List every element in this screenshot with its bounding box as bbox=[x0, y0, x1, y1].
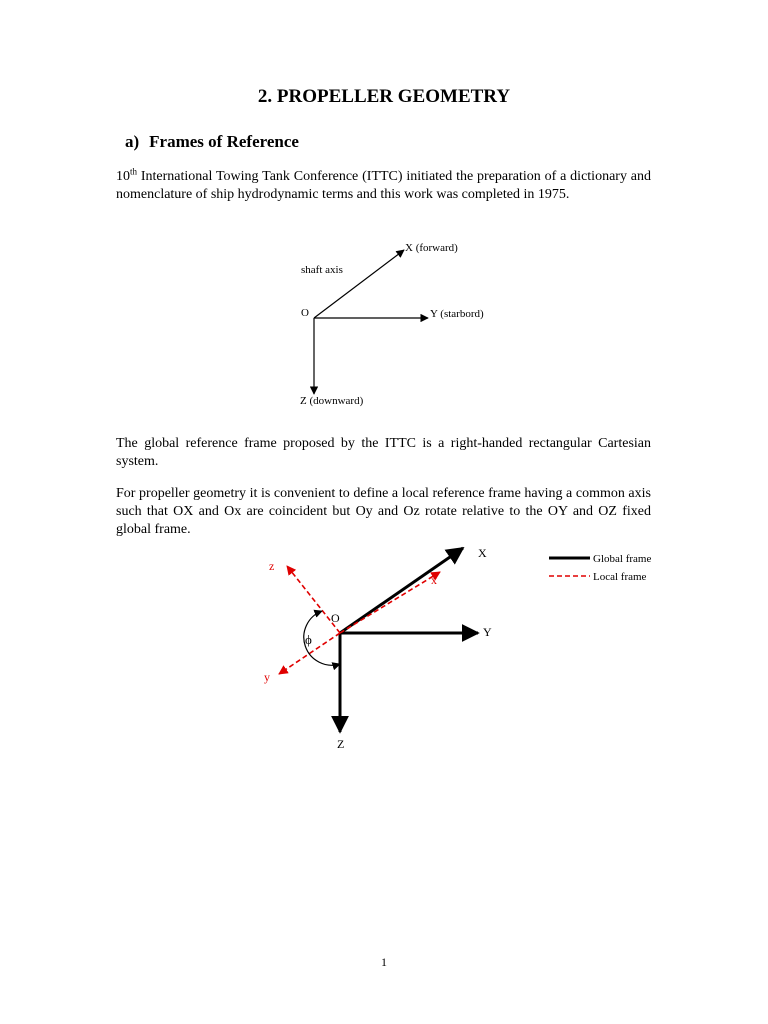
global-z-label: Z bbox=[337, 737, 345, 751]
global-axes-diagram bbox=[0, 236, 768, 416]
local-y-label: y bbox=[264, 670, 270, 684]
page-title: 2. PROPELLER GEOMETRY bbox=[257, 86, 511, 107]
legend-local-label: Local frame bbox=[593, 571, 647, 583]
ordinal-suffix: th bbox=[130, 166, 138, 177]
paragraph-local-frame: For propeller geometry it is convenient to define a local reference frame having a common axis such that OX and Ox are coincident but Oy and Oz rotate relative to the OY and OZ fixed global frame. bbox=[116, 486, 651, 537]
local-frame-diagram bbox=[0, 540, 768, 760]
paragraph-ittc bbox=[116, 168, 651, 204]
x-forward-label: X (forward) bbox=[405, 242, 458, 254]
global-y-label: Y bbox=[483, 625, 492, 639]
shaft-axis-label: shaft axis bbox=[301, 264, 343, 276]
local-x-axis bbox=[340, 572, 440, 633]
legend-global-label: Global frame bbox=[593, 553, 652, 565]
origin-label: O bbox=[331, 611, 340, 625]
paragraph-ittc-text: International Towing Tank Conference (ITTC) initiated the preparation of a dictionary and nomenclature of ship hydrodynamic terms and this work was completed in 1975. bbox=[116, 169, 651, 202]
paragraph-global-frame: The global reference frame proposed by the ITTC is a right-handed rectangular Cartesian system. bbox=[116, 436, 651, 469]
page-number: 1 bbox=[381, 955, 387, 969]
section-heading-text: Frames of Reference bbox=[149, 132, 299, 151]
phi-label: ϕ bbox=[305, 632, 312, 647]
x-forward-axis bbox=[314, 250, 404, 318]
z-downward-label: Z (downward) bbox=[300, 395, 364, 407]
local-x-label: x bbox=[431, 573, 437, 587]
ordinal-number: 10 bbox=[116, 169, 130, 184]
legend bbox=[549, 553, 651, 583]
origin-label: O bbox=[301, 307, 309, 319]
global-x-axis bbox=[340, 548, 463, 633]
global-x-label: X bbox=[478, 546, 487, 560]
section-heading bbox=[125, 132, 299, 152]
local-z-label: z bbox=[269, 559, 275, 573]
y-starboard-label: Y (starbord) bbox=[430, 308, 484, 320]
section-letter: a) bbox=[125, 132, 140, 151]
